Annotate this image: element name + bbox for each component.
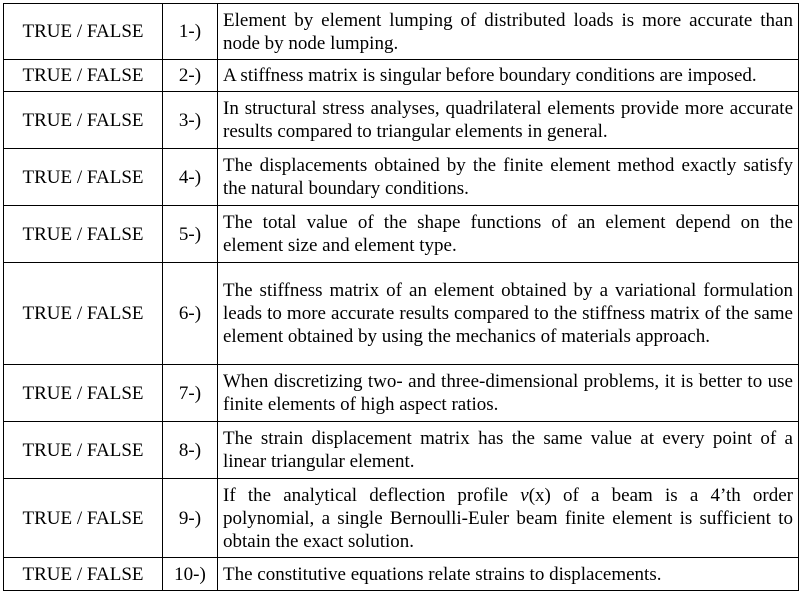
true-false-choice[interactable]: TRUE / FALSE — [4, 422, 163, 479]
question-statement — [218, 479, 799, 558]
true-false-choice[interactable]: TRUE / FALSE — [4, 149, 163, 206]
question-statement: Element by element lumping of distributed loads is more accurate than node by node lumping. — [218, 4, 799, 60]
question-number: 8-) — [163, 422, 218, 479]
question-number: 5-) — [163, 206, 218, 263]
question-row-4 — [4, 149, 799, 206]
statement-text: (x) of a beam is a 4’th order polynomial, a single Bernoulli-Euler beam finite element is sufficient to obtain the exact solution. — [223, 484, 793, 552]
question-row-7 — [4, 365, 799, 422]
true-false-choice[interactable]: TRUE / FALSE — [4, 365, 163, 422]
question-number: 10-) — [163, 558, 218, 591]
question-number: 6-) — [163, 263, 218, 365]
question-statement: The strain displacement matrix has the same value at every point of a linear triangular element. — [218, 422, 799, 479]
question-row-10 — [4, 558, 799, 591]
question-row-6 — [4, 263, 799, 365]
question-statement: The displacements obtained by the finite element method exactly satisfy the natural boundary conditions. — [218, 149, 799, 206]
question-row-9 — [4, 479, 799, 558]
question-number: 1-) — [163, 4, 218, 60]
question-row-8 — [4, 422, 799, 479]
true-false-question-table — [3, 3, 799, 591]
question-row-2 — [4, 60, 799, 92]
question-row-5 — [4, 206, 799, 263]
question-statement: When discretizing two- and three-dimensional problems, it is better to use finite elements of high aspect ratios. — [218, 365, 799, 422]
true-false-choice[interactable]: TRUE / FALSE — [4, 263, 163, 365]
true-false-choice[interactable]: TRUE / FALSE — [4, 206, 163, 263]
question-statement: In structural stress analyses, quadrilateral elements provide more accurate results compared to triangular elements in general. — [218, 92, 799, 149]
question-number: 2-) — [163, 60, 218, 92]
question-row-3 — [4, 92, 799, 149]
question-number: 7-) — [163, 365, 218, 422]
question-number: 4-) — [163, 149, 218, 206]
question-row-1 — [4, 4, 799, 60]
true-false-choice[interactable]: TRUE / FALSE — [4, 92, 163, 149]
question-number: 9-) — [163, 479, 218, 558]
question-statement: The constitutive equations relate strains to displacements. — [218, 558, 799, 591]
true-false-choice[interactable]: TRUE / FALSE — [4, 4, 163, 60]
variable-v: v — [520, 484, 529, 506]
question-statement: The total value of the shape functions of an element depend on the element size and element type. — [218, 206, 799, 263]
true-false-choice[interactable]: TRUE / FALSE — [4, 60, 163, 92]
true-false-choice[interactable]: TRUE / FALSE — [4, 479, 163, 558]
question-number: 3-) — [163, 92, 218, 149]
true-false-choice[interactable]: TRUE / FALSE — [4, 558, 163, 591]
statement-text: If the analytical deflection profile — [223, 484, 521, 506]
question-statement: The stiffness matrix of an element obtained by a variational formulation leads to more accurate results compared to the stiffness matrix of the same element obtained by using the mechanics of materials approach. — [218, 263, 799, 365]
question-statement: A stiffness matrix is singular before boundary conditions are imposed. — [218, 60, 799, 92]
